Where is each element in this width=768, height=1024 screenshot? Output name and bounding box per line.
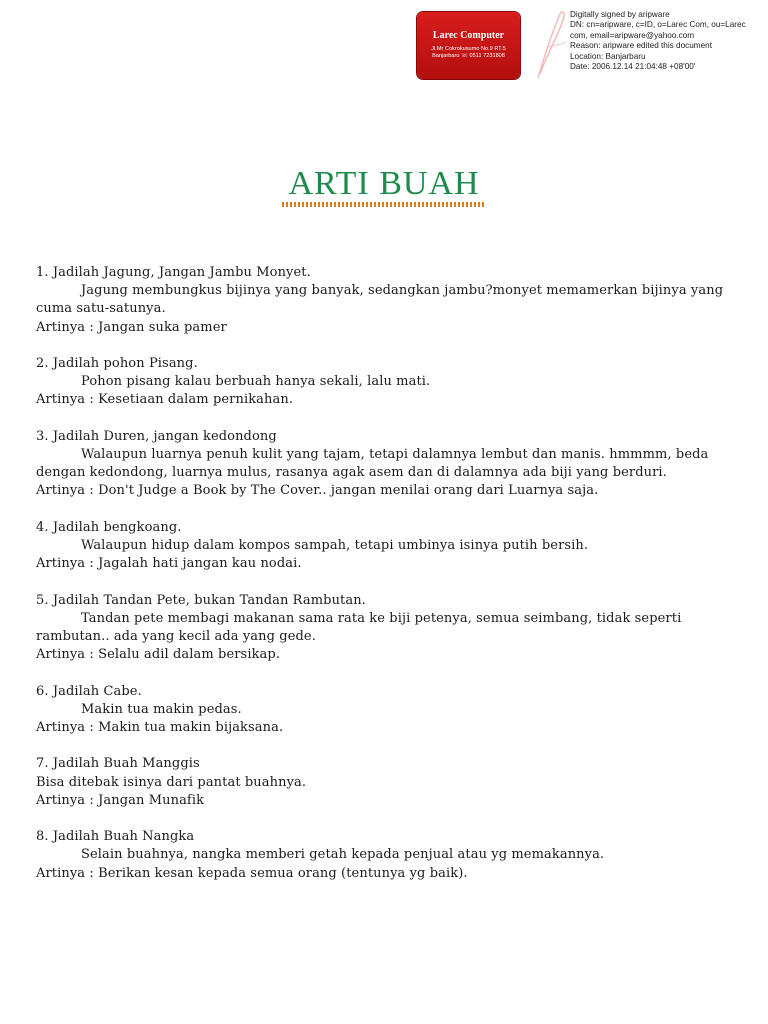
item-heading: 3. Jadilah Duren, jangan kedondong	[36, 428, 277, 444]
stamp-address-line: Banjarbaru ☏ 0511 7231808	[432, 53, 505, 59]
item-description: Selain buahnya, nangka memberi getah kepada penjual atau yg memakannya.	[81, 847, 605, 863]
item-meaning: Artinya : Kesetiaan dalam pernikahan.	[36, 392, 294, 408]
signature-line: DN: cn=aripware, c=ID, o=Larec Com, ou=Larec	[570, 20, 746, 30]
stamp-company-name: Larec Computer	[432, 30, 505, 41]
list-item	[36, 755, 736, 810]
list-item	[36, 355, 736, 410]
signature-mark-icon	[530, 8, 570, 80]
signature-line: Reason: aripware edited this document	[570, 41, 712, 51]
list-item	[36, 428, 736, 501]
item-description: Bisa ditebak isinya dari pantat buahnya.	[36, 774, 307, 790]
list-item	[36, 264, 736, 337]
item-description: Makin tua makin pedas.	[81, 701, 242, 717]
item-heading: 6. Jadilah Cabe.	[36, 683, 142, 699]
item-description: Tandan pete membagi makanan sama rata ke biji petenya, semua seimbang, tidak seperti rambutan.. ada yang kecil ada yang gede.	[36, 610, 682, 644]
item-meaning: Artinya : Jangan suka pamer	[36, 319, 227, 335]
item-meaning: Artinya : Don't Judge a Book by The Cover.. jangan menilai orang dari Luarnya saja.	[36, 483, 599, 499]
item-heading: 8. Jadilah Buah Nangka	[36, 829, 195, 845]
item-description: Walaupun hidup dalam kompos sampah, tetapi umbinya isinya putih bersih.	[81, 538, 589, 553]
page-title: ARTI BUAH	[288, 165, 480, 202]
item-meaning: Artinya : Makin tua makin bijaksana.	[36, 720, 284, 735]
item-description: Walaupun luarnya penuh kulit yang tajam, tetapi dalamnya lembut dan manis. hmmmm, beda dengan kedondong, luarnya mulus, rasanya agak asem dan di dalamnya ada biji yang berduri.	[36, 447, 709, 481]
item-meaning: Artinya : Jangan Munafik	[36, 792, 205, 808]
item-meaning: Artinya : Jagalah hati jangan kau nodai.	[36, 556, 302, 572]
item-heading: 4. Jadilah bengkoang.	[36, 519, 182, 535]
item-heading: 7. Jadilah Buah Manggis	[36, 756, 200, 772]
signature-line: Digitally signed by aripware	[570, 10, 670, 19]
stamp-address	[417, 46, 520, 60]
signature-line: Location: Banjarbaru	[570, 51, 646, 61]
list-item	[36, 828, 736, 883]
signature-line: com, email=aripware@yahoo.com	[570, 30, 695, 40]
item-description: Jagung membungkus bijinya yang banyak, sedangkan jambu?monyet memamerkan bijinya yang cuma satu-satunya.	[36, 283, 724, 317]
item-heading: 5. Jadilah Tandan Pete, bukan Tandan Rambutan.	[36, 592, 366, 608]
item-heading: 1. Jadilah Jagung, Jangan Jambu Monyet.	[36, 265, 311, 280]
digital-signature-info	[570, 10, 766, 72]
signature-line: Date: 2006.12.14 21:04:48 +08'00'	[570, 62, 696, 72]
title-block	[0, 166, 768, 207]
item-meaning: Artinya : Berikan kesan kepada semua orang (tentunya yg baik).	[36, 865, 468, 881]
list-item	[36, 592, 736, 665]
list-item	[36, 683, 736, 738]
stamp-address-line: Jl.Mr Cokrokusumo No.9 RT.5	[431, 46, 506, 52]
company-stamp	[417, 12, 520, 79]
document-body	[36, 264, 736, 901]
item-heading: 2. Jadilah pohon Pisang.	[36, 356, 198, 371]
item-meaning: Artinya : Selalu adil dalam bersikap.	[36, 647, 281, 663]
title-underline	[282, 202, 486, 207]
list-item	[36, 519, 736, 574]
item-description: Pohon pisang kalau berbuah hanya sekali, lalu mati.	[81, 374, 431, 390]
